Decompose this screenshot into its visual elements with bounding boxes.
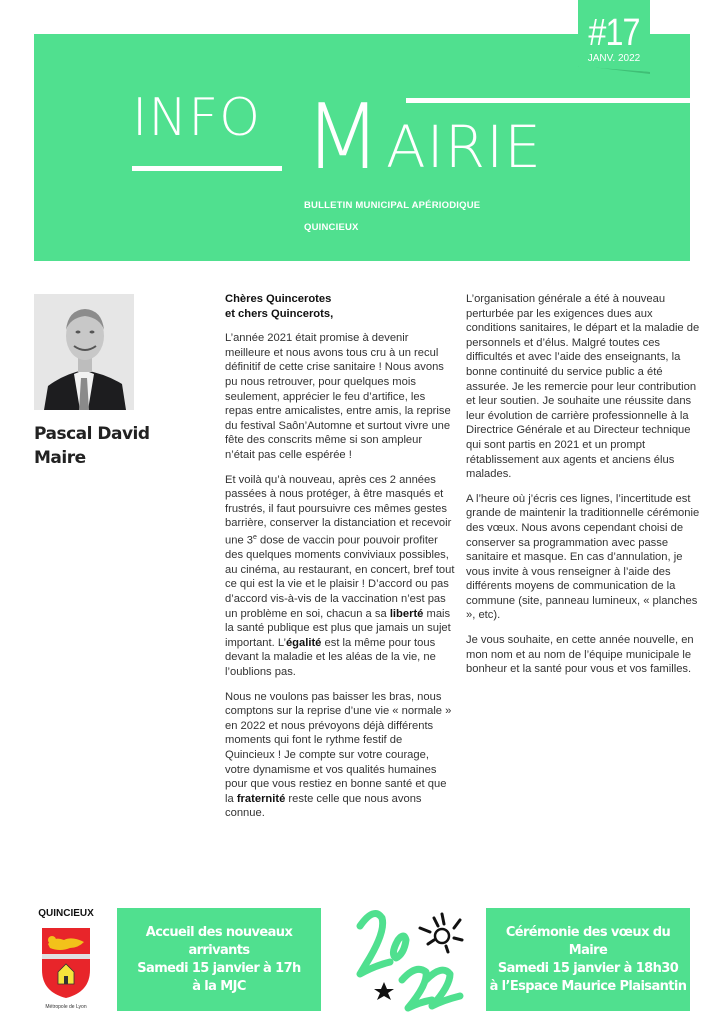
coat-of-arms-icon	[40, 926, 92, 1000]
town-logo	[32, 908, 100, 1016]
event-location: à l’Espace Maurice Plaisantin	[489, 978, 687, 994]
logo-wordmark: QUINCIEUX	[38, 908, 94, 919]
mayor-name	[34, 422, 150, 470]
subtitle-bulletin: BULLETIN MUNICIPAL APÉRIODIQUE	[304, 200, 481, 211]
mayor-name-line: Pascal David	[34, 424, 150, 444]
year-2022-graphic	[334, 900, 482, 1024]
title-mairie-overline	[406, 98, 690, 103]
emphasis-egalite: égalité	[285, 636, 322, 649]
letter-greeting	[225, 292, 455, 321]
paragraph-text: Et voilà qu’à nouveau, après ces 2 années passées à nous protéger, à être masqués et frustrés, il faut poursuivre ces mêmes gestes barrière, conserver la distanciation et recevoir une 3	[225, 473, 452, 547]
event-title: Cérémonie des vœux du Maire	[505, 924, 671, 958]
issue-date: JANV. 2022	[587, 53, 641, 64]
event-date: Samedi 15 janvier à 18h30	[497, 960, 679, 976]
letter-column-1	[225, 292, 455, 831]
event-card-welcome	[117, 908, 321, 1011]
event-date: Samedi 15 janvier à 17h	[137, 960, 301, 976]
title-mairie-initial: M	[304, 85, 382, 190]
paragraph-text: dose de vaccin pour pouvoir profiter des quelques moments conviviaux possibles, au cinéma, au restaurant, en concert, bref tout ce qui est la vie et le plaisir ! D’accord ou pas d’accord vis-à-vis de la vaccination n’est pas un problème en soi, chacun a sa	[225, 534, 455, 620]
emphasis-liberte: liberté	[389, 607, 424, 620]
title-info: INFO	[132, 88, 262, 148]
superscript: e	[253, 533, 257, 541]
year-2022-decoration	[334, 900, 482, 1024]
emphasis-fraternite: fraternité	[236, 792, 286, 805]
letter-paragraph-6: Je vous souhaite, en cette année nouvelle, en mon nom et au nom de l’équipe municipale le bonheur et la santé pour vous et vos familles.	[466, 634, 694, 676]
letter-paragraph-5: A l’heure où j’écris ces lignes, l’incertitude est grande de maintenir la traditionnelle cérémonie des vœux. Nous avons cependant choisi de conserver sa programmation avec passe sanitaire et masque. En cas d’annulation, je vous invite à vous renseigner à l’aide des différents moyens de communication de la commune (site, panneau lumineux, « planches », etc).	[466, 492, 700, 622]
letter-paragraph-2	[225, 473, 455, 680]
letter-paragraph-4: L’organisation générale a été à nouveau perturbée par les exigences dues aux conditions sanitaires, le départ et la maladie de personnels et d’élus. Malgré toutes ces difficultés et avec l’aide des enseignants, la bonne continuité du service public a été assurée. Je les remercie pour leur contribution et leur soutien. Je souhaite une réussite dans leur évolution de carrière professionnelle à la Directrice Générale et au Directeur technique qui sont partis en 2021 et un prompt rétablissement aux agents et anciens élus malades.	[466, 293, 700, 481]
paragraph-text: mais la santé publique est plus que jamais un sujet important. L’	[225, 607, 451, 649]
letter-paragraph-3	[225, 690, 455, 821]
event-card-ceremony	[486, 908, 690, 1011]
star-icon	[374, 982, 394, 1000]
issue-number: #17	[588, 12, 640, 54]
letter-paragraph-1: L’année 2021 était promise à devenir meilleure et nous avons tous cru à un recul définitif de cette crise sanitaire ! Nous avons pu nous retrouver, pour quelques mois seulement, apprécier le feu d’artifice, les repas entre amicalistes, entre amis, la reprise du festival Saôn’Automne et surtout vivre une fête des conscrits même si son ampleur n’était pas celle espérée !	[225, 332, 451, 461]
paragraph-text: est la même pour tous devant la maladie et les aléas de la vie, ne l’oublions pas.	[225, 636, 436, 678]
subtitle-town: QUINCIEUX	[304, 222, 359, 233]
greeting-line-2: et chers Quincerots,	[225, 307, 334, 320]
letter-column-2	[466, 292, 706, 687]
mayor-portrait	[34, 294, 134, 410]
portrait-image	[34, 294, 134, 410]
logo-subtitle: Métropole de Lyon	[45, 1004, 87, 1010]
event-title: Accueil des nouveaux arrivants	[145, 924, 293, 958]
title-info-underline	[132, 166, 282, 171]
paragraph-text: reste celle que nous avons connue.	[225, 792, 422, 820]
event-location: à la MJC	[192, 978, 246, 994]
title-mairie-rest: AIRIE	[386, 113, 542, 181]
mayor-title: Maire	[34, 448, 86, 468]
paragraph-text: Nous ne voulons pas baisser les bras, nous comptons sur la reprise d’une vie « normale » en 2022 et nous prévoyons déjà différents moments qui font le rythme festif de Quincieux ! Je compte sur votre courage, votre dynamisme et vos qualités humaines pour que vous restiez en bonne santé et que la	[225, 690, 452, 805]
greeting-line-1: Chères Quincerotes	[225, 293, 332, 305]
